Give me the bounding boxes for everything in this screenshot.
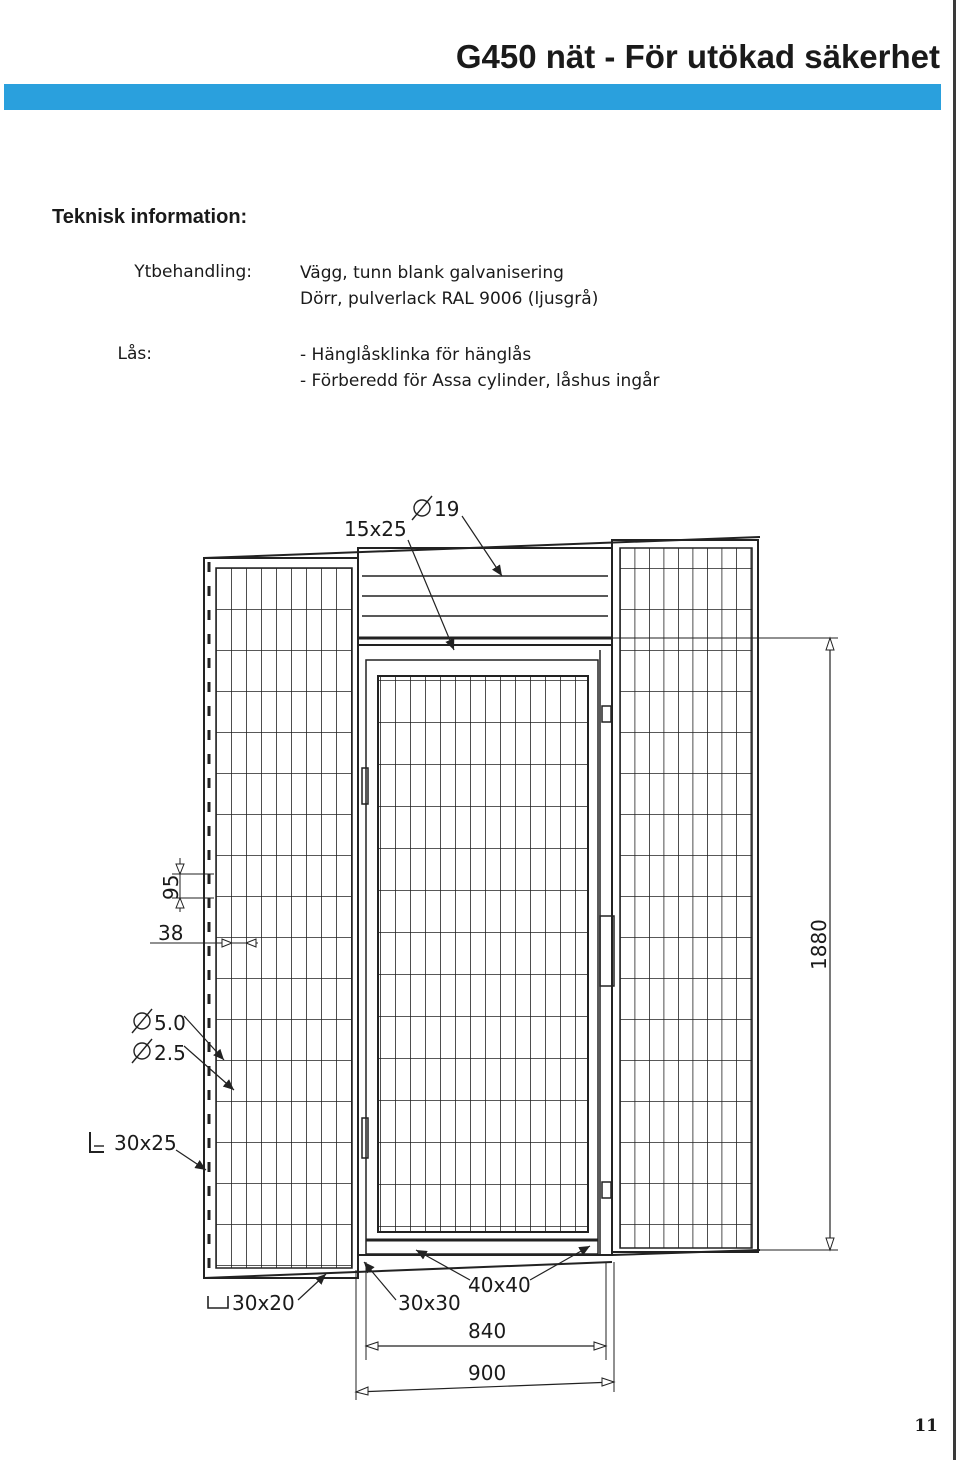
top-diameter-label: 19 (434, 497, 460, 521)
bottom-rail-label: 30x20 (232, 1291, 295, 1315)
dimension-door-width-label: 840 (468, 1319, 507, 1343)
top-transom-panel (358, 548, 612, 638)
side-post-label: 30x25 (114, 1131, 177, 1155)
door-hinges (362, 768, 368, 1158)
wire-diameter-2-label: 2.5 (154, 1041, 186, 1065)
dimension-opening-width-label: 900 (468, 1361, 507, 1385)
spec-label-lock: Lås: (117, 344, 152, 364)
spec-line: - Förberedd för Assa cylinder, låshus ingår (300, 371, 660, 391)
wire-diameter-5-label: 5.0 (154, 1011, 186, 1035)
profile-section-icon (90, 1132, 104, 1152)
spec-label-surface: Ytbehandling: (134, 262, 252, 282)
top-profile-label: 15x25 (344, 517, 407, 541)
door-frame (358, 645, 612, 1255)
left-wall-panel (204, 558, 358, 1278)
door-frame-label: 30x30 (398, 1291, 461, 1315)
page-number: 11 (914, 1416, 938, 1436)
door-post-label: 40x40 (468, 1273, 531, 1297)
spec-line: - Hänglåsklinka för hänglås (300, 345, 532, 365)
right-wall-panel (612, 540, 758, 1252)
dimension-mesh-height-label: 95 (159, 874, 183, 900)
section-heading: Teknisk information: (52, 206, 248, 228)
spec-line: Vägg, tunn blank galvanisering (300, 263, 564, 283)
channel-section-icon (208, 1296, 228, 1308)
spec-line: Dörr, pulverlack RAL 9006 (ljusgrå) (300, 289, 599, 309)
page-title: G450 nät - För utökad säkerhet (455, 38, 940, 75)
dimension-mesh-width-label: 38 (158, 921, 184, 945)
dimension-height-label: 1880 (807, 919, 831, 970)
